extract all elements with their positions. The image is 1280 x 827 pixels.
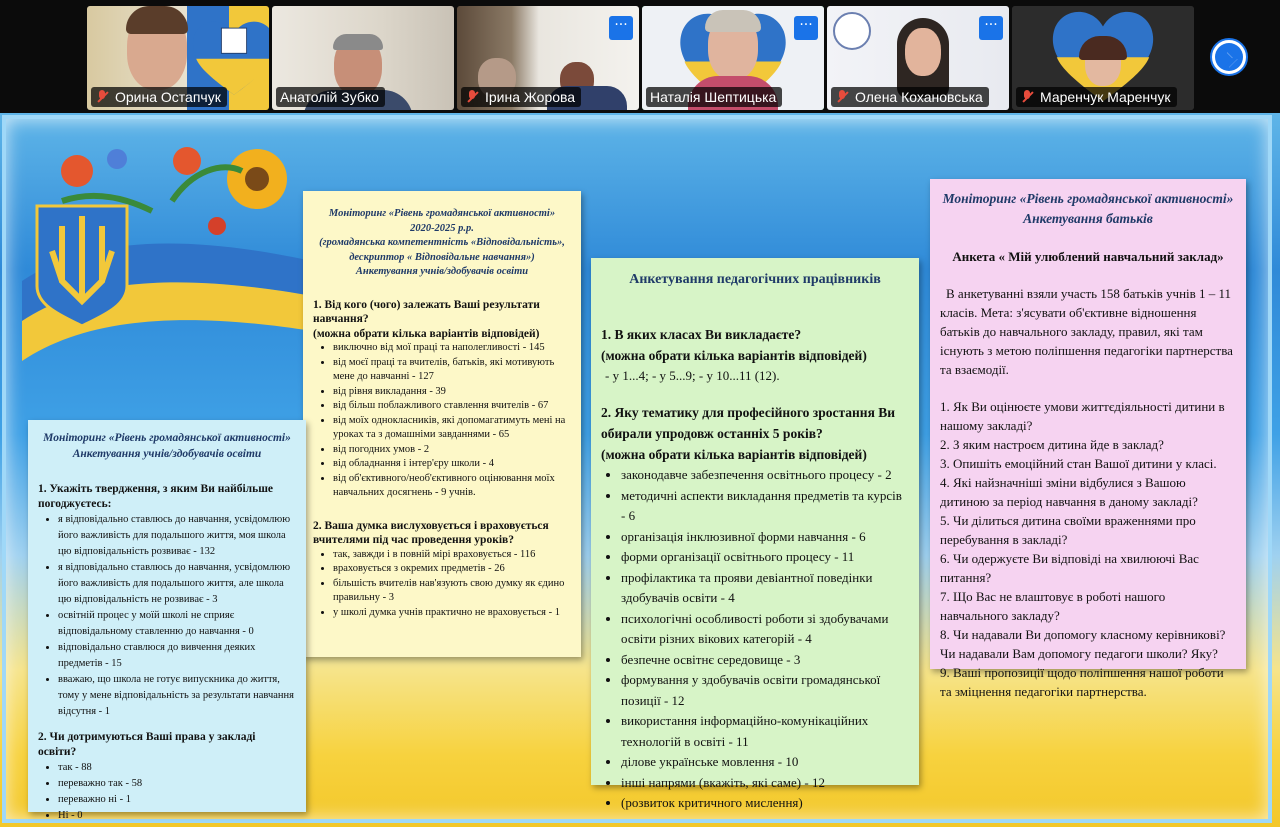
list-item: 2. З яким настроєм дитина йде в заклад? bbox=[940, 437, 1164, 452]
answer-list bbox=[601, 465, 909, 814]
list-item: • від погодних умов - 2 bbox=[333, 443, 571, 458]
list-item: • від рівня викладання - 39 bbox=[333, 385, 571, 400]
list-item: • я відповідально ставлюсь до навчання, усвідомлюю його важливість для подальшого життя, але школа цю відповідальність не розвиває - 3 bbox=[58, 560, 296, 608]
list-item: • переважно так - 58 bbox=[58, 776, 296, 792]
list-item: • від об'єктивного/необ'єктивного оцінювання моїх навчальних досягнень - 9 учнів. bbox=[333, 472, 571, 501]
answer-list bbox=[38, 512, 296, 720]
school-logo-icon bbox=[833, 12, 871, 50]
list-item: 6. Чи одержуєте Ви відповіді на хвилюючі Вас питання? bbox=[940, 551, 1199, 585]
more-options-button[interactable]: ··· bbox=[609, 16, 633, 40]
answer-text: - у 1...4; - у 5...9; - у 10...11 (12). bbox=[605, 368, 780, 383]
participant-hair bbox=[126, 6, 188, 34]
list-item: • законодавче забезпечення освітнього процесу - 2 bbox=[621, 465, 909, 486]
more-options-button[interactable]: ··· bbox=[979, 16, 1003, 40]
answer-list bbox=[38, 760, 296, 824]
participant-tile[interactable] bbox=[827, 6, 1009, 110]
card-title: Моніторинг «Рівень громадянської активності» Анкетування учнів/здобувачів освіти bbox=[43, 432, 291, 460]
list-item: • від моєї праці та вчителів, батьків, які мотивують мене до навчанні - 127 bbox=[333, 356, 571, 385]
answer-list bbox=[313, 548, 571, 621]
participant-name: Ірина Жорова bbox=[461, 87, 581, 107]
participant-tile[interactable] bbox=[1012, 6, 1194, 110]
card-title: Моніторинг «Рівень громадянської активності» 2020-2025 р.р. (громадянська компетентність «Відповідальність», дескриптор « Відповідальне навчання») Анкетування учнів/здобувачів освіти bbox=[319, 208, 565, 277]
trident-icon bbox=[37, 206, 127, 326]
participant-hair bbox=[705, 10, 761, 32]
mic-muted-icon bbox=[835, 90, 849, 104]
list-item: • відповідально ставлюся до вивчення деяких предметів - 15 bbox=[58, 640, 296, 672]
question-text: 2. Яку тематику для професійного зростання Ви обирали упродовж останніх 5 років? bbox=[601, 405, 896, 441]
mic-muted-icon bbox=[465, 90, 479, 104]
list-item: • безпечне освітнє середовище - 3 bbox=[621, 650, 909, 671]
more-options-button[interactable]: ··· bbox=[794, 16, 818, 40]
list-item: • від більш поблажливого ставлення вчителів - 67 bbox=[333, 399, 571, 414]
list-item: • від обладнання і інтер'єру школи - 4 bbox=[333, 457, 571, 472]
list-item: • враховується з окремих предметів - 26 bbox=[333, 562, 571, 577]
list-item: • організація інклюзивної форми навчання - 6 bbox=[621, 527, 909, 548]
list-item: • у школі думка учнів практично не враховується - 1 bbox=[333, 606, 571, 621]
question-note: (можна обрати кілька варіантів відповідей) bbox=[601, 447, 867, 462]
participant-hair bbox=[333, 34, 383, 50]
list-item: • формування у здобувачів освіти громадянської позиції - 12 bbox=[621, 670, 909, 711]
list-item: • методичні аспекти викладання предметів та курсів - 6 bbox=[621, 486, 909, 527]
list-item: • форми організації освітнього процесу - 11 bbox=[621, 547, 909, 568]
question-note: (можна обрати кілька варіантів відповідей) bbox=[313, 327, 540, 340]
mic-muted-icon bbox=[95, 90, 109, 104]
list-item: 7. Що Вас не влаштовує в роботі нашого навчального закладу? bbox=[940, 589, 1166, 623]
survey-card-parents bbox=[930, 179, 1246, 699]
list-item: • так - 88 bbox=[58, 760, 296, 776]
list-item: 3. Опишіть емоційний стан Вашої дитини у класі. bbox=[940, 456, 1217, 471]
card-title: Анкетування педагогічних працівників bbox=[629, 272, 881, 287]
card-title: Моніторинг «Рівень громадянської активності» Анкетування батьків bbox=[942, 191, 1234, 226]
list-item: • більшість вчителів нав'язують свою думку як єдино правильну - 3 bbox=[333, 577, 571, 606]
survey-card-teachers bbox=[591, 258, 919, 810]
participant-name: Анатолій Зубко bbox=[276, 87, 385, 107]
participant-tile[interactable] bbox=[272, 6, 454, 110]
list-item: • психологічні особливості роботи зі здобувачами освіти різних вікових категорій - 4 bbox=[621, 609, 909, 650]
participant-name: Олена Кохановська bbox=[831, 87, 989, 107]
list-item: 5. Чи ділиться дитина своїми враженнями про перебування в закладі? bbox=[940, 513, 1196, 547]
intro-text: В анкетуванні взяли участь 158 батьків учнів 1 – 11 класів. Мета: з'ясувати об'єктивне відношення батьків до навчального закладу, правил, які там існують з метою поліпшення педагогіки партнерства та взаємодії. bbox=[940, 286, 1233, 377]
participant-tile[interactable] bbox=[457, 6, 639, 110]
question-text: 1. Укажіть твердження, з яким Ви найбільше погоджуєтесь: bbox=[38, 483, 274, 510]
participant-name: Орина Остапчук bbox=[91, 87, 227, 107]
chevron-right-icon bbox=[1215, 43, 1243, 71]
list-item: • виключно від мої праці та наполегливості - 145 bbox=[333, 341, 571, 356]
list-item: • переважно ні - 1 bbox=[58, 792, 296, 808]
participant-tile-active[interactable] bbox=[642, 6, 824, 110]
list-item: • від моїх однокласників, які допомагатимуть мені на уроках та з домашніми завданнями - 65 bbox=[333, 414, 571, 443]
survey-card-students-responsibility bbox=[303, 191, 581, 657]
participant-name: Маренчук Маренчук bbox=[1016, 87, 1177, 107]
participant-strip bbox=[0, 0, 1280, 113]
question-list bbox=[940, 397, 1236, 701]
list-item: • ділове українське мовлення - 10 bbox=[621, 752, 909, 773]
list-item: • так, завжди і в повній мірі враховується - 116 bbox=[333, 548, 571, 563]
list-item: 8. Чи надавали Ви допомогу класному керівникові? Чи надавали Вам допомогу педагоги школи? Яку? bbox=[940, 627, 1226, 661]
list-item: 9. Ваші пропозиції щодо поліпшення нашої роботи та зміцнення педагогіки партнерства. bbox=[940, 665, 1224, 699]
question-text: 2. Чи дотримуються Ваші права у закладі освіти? bbox=[38, 731, 256, 758]
list-item: • (розвиток критичного мислення) bbox=[621, 793, 909, 814]
participant-tile[interactable] bbox=[87, 6, 269, 110]
list-item: 4. Які найзначніші зміни відбулися з Вашою дитиною за період навчання в даному закладі? bbox=[940, 475, 1198, 509]
survey-card-students bbox=[28, 420, 306, 821]
participant-face bbox=[905, 28, 941, 76]
question-text: 1. Від кого (чого) залежать Ваші результати навчання? bbox=[313, 298, 540, 325]
question-text: 1. В яких класах Ви викладаєте? bbox=[601, 327, 802, 342]
question-note: (можна обрати кілька варіантів відповідей) bbox=[601, 348, 867, 363]
question-text: 2. Ваша думка вислуховується і враховується вчителями під час проведення уроків? bbox=[313, 519, 549, 546]
list-item: • вважаю, що школа не готує випускника до життя, тому у мене відповідальність за результати навчання відсутня - 1 bbox=[58, 672, 296, 720]
list-item: • я відповідально ставлюсь до навчання, усвідомлюю його важливість для подальшого життя, моя школа цю відповідальність розвиває - 132 bbox=[58, 512, 296, 560]
list-item: • використання інформаційно-комунікаційних технологій в освіті - 11 bbox=[621, 711, 909, 752]
list-item: • профілактика та прояви девіантної поведінки здобувачів освіти - 4 bbox=[621, 568, 909, 609]
next-page-button[interactable] bbox=[1210, 38, 1248, 76]
answer-list bbox=[313, 341, 571, 501]
participant-name: Наталія Шептицька bbox=[646, 87, 782, 107]
shared-screen-slide bbox=[0, 113, 1280, 827]
floral-trident-decoration bbox=[22, 131, 312, 361]
list-item: 1. Як Ви оцінюєте умови життєдіяльності дитини в нашому закладі? bbox=[940, 399, 1225, 433]
mic-muted-icon bbox=[1020, 90, 1034, 104]
list-item: • освітній процес у моїй школі не сприяє відповідальному ставленню до навчання - 0 bbox=[58, 608, 296, 640]
card-subtitle: Анкета « Мій улюблений навчальний заклад» bbox=[952, 249, 1224, 264]
list-item: • інші напрями (вкажіть, які саме) - 12 bbox=[621, 773, 909, 794]
list-item: • Ні - 0 bbox=[58, 808, 296, 824]
